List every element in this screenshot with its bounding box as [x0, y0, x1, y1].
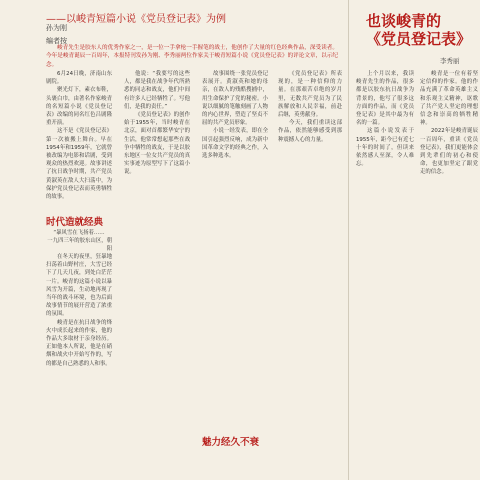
quote-date: 一九四三年的胶东山区，朝阳: [47, 238, 112, 252]
paragraph: 故事围绕一张党员登记表展开。黄淑英和她的母亲，在敌人的残酷搜捕中，用生命保护了党的秘密。小说以细腻的笔触刻画了人物的内心世界，塑造了坚贞不屈的共产党员形象。: [202, 71, 268, 127]
right-article-title-line2: 《党员登记表》: [366, 30, 472, 48]
paragraph: 6月24日晚，济南山东剧院。: [46, 71, 112, 86]
column-divider: [348, 0, 349, 480]
left-column-1-lower: [46, 253, 112, 480]
paragraph: 他说：“我要写的这些人，都是我在战争年代所熟悉的同志和战友，他们中间有许多人已经牺牲了。写他们，是我的责任。”: [124, 71, 190, 110]
left-column-4: [278, 70, 342, 480]
paragraph: 今天，我们重读这部作品，依然能够感受到那种震撼人心的力量。: [278, 120, 342, 143]
section-heading-era: 时代造就经典: [46, 217, 104, 228]
paragraph: 《党员登记表》的创作始于1955年，当时峻青在北京，面对首都繁华安宁的生活，他常常想起那些在战争中牺牲的战友，于是以胶东地区一位女共产党员的真实事迹为原型写下了这篇小说。: [124, 112, 190, 176]
left-article-byline: 孙为刚: [46, 24, 67, 32]
section-heading-charm: 魅力经久不衰: [202, 437, 260, 448]
paragraph: 在冬天的夜里，狂暴地扫荡着山野村庄，大雪已经下了几天几夜，到处白茫茫一片。峻青的这篇小说以暴风雪为开篇，生动地再现了当年的战斗环境，也为后面故事情节的展开营造了浓重的氛围。: [46, 254, 112, 318]
editor-note-text: 峻青先生是胶东人的优秀作家之一，是一位一手拿枪一手握笔的战士，他创作了大量的红色经典作品，深受读者。今年是峻青诞辰一百周年，本报特刊发孙为刚、李秀丽两位作家关于峻青短篇小说《党员登记表》的评论文章，以示纪念。: [46, 45, 338, 68]
paragraph: 《党员登记表》所表现的，是一种信仰的力量。在那艰苦卓绝的岁月里，无数共产党员为了民族解放和人民幸福，前赴后继，英勇献身。: [278, 71, 342, 119]
editor-note-label: 编者按: [46, 37, 67, 45]
right-article-byline: 李秀丽: [440, 57, 460, 65]
right-column-1: [356, 70, 414, 480]
paragraph: 2022年是峻青诞辰一百周年，重读《党员登记表》，我们更能体会到先辈们的初心和使命，也更加坚定了跟党走的信念。: [420, 128, 478, 176]
left-column-2: [124, 70, 190, 480]
paragraph: 上个月以来，我读峻青先生的作品，很多都是以胶东抗日战争为背景的，他写了很多这方面的作品，而《党员登记表》是其中最为有名的一篇。: [356, 71, 414, 127]
paragraph: 小说一经发表，即在全国引起强烈反响，成为新中国革命文学的经典之作，入选多种选本。: [202, 128, 268, 160]
quote-block: [46, 229, 112, 253]
left-article-header: [0, 0, 340, 25]
paragraph: 峻青是一位有着坚定信仰的作家。他的作品充满了革命英雄主义和乐观主义精神，讴歌了共产党人坚定的理想信念和崇高的牺牲精神。: [420, 71, 478, 127]
paragraph: 聚光灯下，素衣布鞋，头裹白巾，由著名作家峻青的名短篇小说《党员登记表》改编的同名红色吕剧隆重开演。: [46, 87, 112, 127]
paragraph: 这不是《党员登记表》第一次被搬上舞台。早在1954年和1959年，它就曾被改编为电影和话剧，受到观众的热烈欢迎。故事讲述了抗日战争时期，共产党员黄淑英在敌人大扫荡中，为保护党员登记表而英勇牺牲的故事。: [46, 128, 112, 201]
right-column-2: [420, 70, 478, 480]
left-column-1: [46, 70, 112, 210]
left-column-3: [202, 70, 268, 430]
paragraph: 这篇小说发表于1955年，距今已有近七十年的时间了，但读来依然感人至深，令人难忘。: [356, 128, 414, 168]
paragraph: 峻青是在抗日战争的烽火中成长起来的作家，他的作品大多取材于亲身经历。正如他本人所说，他是在硝烟和战火中开始写作的，写的都是自己熟悉的人和事。: [46, 319, 112, 367]
right-article-title-line1: 也谈峻青的: [366, 12, 442, 30]
quote-title: “暴风雪在飞扬着……: [53, 230, 105, 236]
left-article-subtitle: ——以峻青短篇小说《党员登记表》为例: [46, 14, 226, 25]
